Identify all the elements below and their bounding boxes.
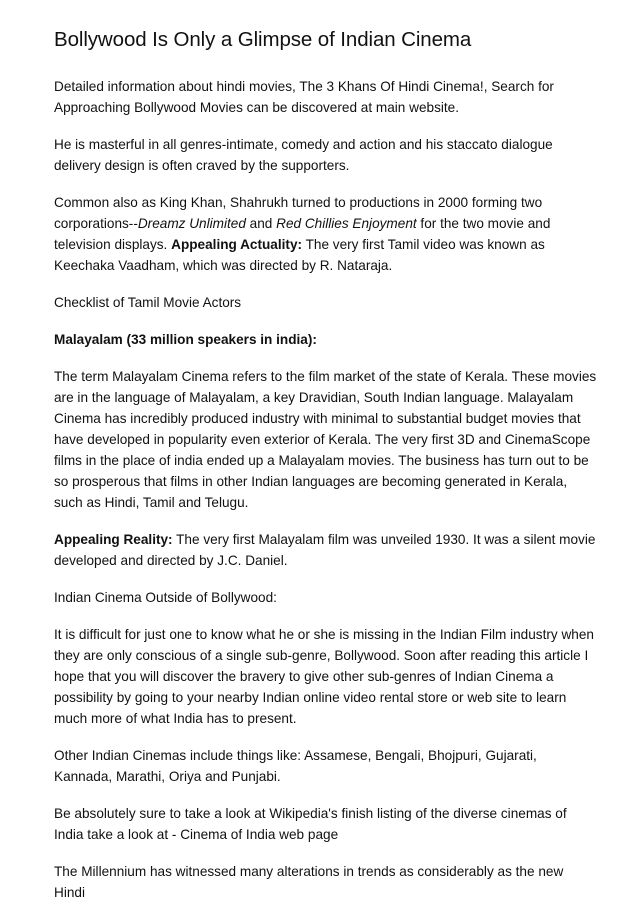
paragraph-malayalam-cinema: The term Malayalam Cinema refers to the film market of the state of Kerala. These movies are in the language of Malayalam, a key Dravidian, South Indian language. Malayalam Cinema has incredibly produced industry with minimal to substantial budget movies that have developed in popularity even exterior of Kerala. The very first 3D and CinemaScope films in the place of india ended up a Malayalam movies. The business has turn out to be so prosperous that films in other Indian languages are becoming generated in Kerala, such as Hindi, Tamil and Telugu. — [54, 369, 597, 510]
company-name-red-chillies: Red Chillies Enjoyment — [276, 216, 417, 231]
paragraph-millennium: The Millennium has witnessed many alterations in trends as considerably as the new Hindi — [54, 864, 564, 900]
paragraph-intro: Detailed information about hindi movies, The 3 Khans Of Hindi Cinema!, Search for Approaching Bollywood Movies can be discovered at main website. — [54, 79, 554, 115]
paragraph-difficult: It is difficult for just one to know what he or she is missing in the Indian Film industry when they are only conscious of a single sub-genre, Bollywood. Soon after reading this article I hope that you will discover the bravery to give other sub-genres of Indian Cinema a possibility by going to your nearby Indian online video rental store or web site to learn much more of what India has to present. — [54, 627, 594, 726]
company-name-dreamz: Dreamz Unlimited — [137, 216, 246, 231]
bold-label: Appealing Actuality: — [171, 237, 303, 252]
paragraph-genres: He is masterful in all genres-intimate, comedy and action and his staccato dialogue delivery design is often craved by the supporters. — [54, 137, 553, 173]
text-segment: The very first Malayalam film was unveiled 1930. It was a silent movie developed and directed by J.C. Daniel. — [54, 532, 596, 568]
paragraph-wikipedia: Be absolutely sure to take a look at Wikipedia's finish listing of the diverse cinemas of India take a look at - Cinema of India web page — [54, 806, 567, 842]
page-title: Bollywood Is Only a Glimpse of Indian Cinema — [54, 28, 472, 51]
paragraph-king-khan — [54, 192, 598, 276]
text-segment: Common also as King Khan, Shahrukh turned to productions in 2000 forming two corporations-- — [54, 195, 543, 231]
paragraph-outside-bollywood: Indian Cinema Outside of Bollywood: — [54, 590, 277, 605]
paragraph-tamil-actors: Checklist of Tamil Movie Actors — [54, 295, 242, 310]
section-heading-malayalam — [54, 329, 598, 350]
bold-heading: Malayalam (33 million speakers in india): — [54, 332, 317, 347]
text-segment: The very first Tamil video was known as Keechaka Vaadham, which was directed by R. Nataraja. — [54, 237, 545, 273]
text-segment: for the two movie and television displays. — [54, 216, 551, 252]
bold-label: Appealing Reality: — [54, 532, 173, 547]
text-segment: and — [245, 216, 277, 231]
paragraph-other-cinemas: Other Indian Cinemas include things like: Assamese, Bengali, Bhojpuri, Gujarati, Kannada, Marathi, Oriya and Punjabi. — [54, 748, 537, 784]
paragraph-malayalam-fact — [54, 529, 598, 571]
